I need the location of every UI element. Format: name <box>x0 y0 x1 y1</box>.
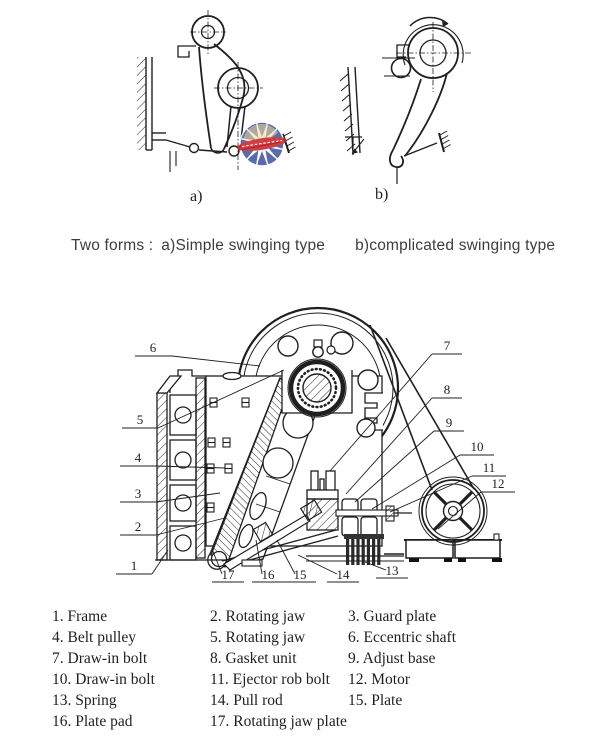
callout-6: 6 <box>149 340 157 355</box>
parts-list-row <box>52 690 456 711</box>
swing-arm-b <box>405 73 447 156</box>
callout-16: 16 <box>261 567 275 582</box>
parts-list-row <box>52 669 456 690</box>
parts-list-row <box>52 627 456 648</box>
watermark-logo <box>236 122 287 166</box>
callout-4: 4 <box>134 450 142 465</box>
figure-b <box>340 18 472 203</box>
parts-list-row <box>52 648 456 669</box>
wall-hatching <box>137 57 146 150</box>
motor-pulley <box>419 477 487 545</box>
caption-prefix: Two forms : <box>71 237 154 254</box>
callout-7: 7 <box>443 338 451 353</box>
part-entry: 6. Eccentric shaft <box>348 629 457 646</box>
guard-plate <box>196 378 205 558</box>
part-entry: 16. Plate pad <box>52 713 133 730</box>
spring <box>344 534 404 565</box>
part-entry: 3. Guard plate <box>348 608 437 625</box>
part-entry: 15. Plate <box>348 692 403 709</box>
part-entry: 11. Ejector rob bolt <box>210 671 330 688</box>
caption-form-a: a)Simple swinging type <box>161 237 326 254</box>
figure-b-label: b) <box>375 186 389 203</box>
callout-15: 15 <box>293 567 307 582</box>
caption <box>71 237 555 255</box>
parts-list-row <box>52 711 456 732</box>
callout-17: 17 <box>221 567 235 582</box>
part-entry: 2. Rotating jaw <box>210 608 306 625</box>
part-entry: 12. Motor <box>348 671 410 688</box>
part-entry <box>348 711 456 732</box>
eccentric-circle-b <box>396 18 472 92</box>
callout-2: 2 <box>134 519 142 534</box>
part-entry: 7. Draw-in bolt <box>52 650 148 667</box>
caption-form-b: b)complicated swinging type <box>355 237 556 254</box>
callout-1: 1 <box>130 558 138 573</box>
part-entry: 13. Spring <box>52 692 117 709</box>
part-entry: 5. Rotating jaw <box>210 629 306 646</box>
callout-14: 14 <box>336 567 350 582</box>
part-entry: 14. Pull rod <box>210 692 283 709</box>
parts-list <box>52 606 456 732</box>
ground-anchor-b <box>439 131 451 152</box>
part-entry: 4. Belt pulley <box>52 629 136 646</box>
part-entry: 10. Draw-in bolt <box>52 671 155 688</box>
draw-in-bolt <box>311 471 318 491</box>
swing-arm <box>214 44 245 149</box>
figure-a <box>137 10 296 205</box>
jaw-crusher-diagram <box>0 278 601 608</box>
draw-in-bolt-2 <box>326 471 335 491</box>
callout-12: 12 <box>491 476 505 491</box>
callout-9: 9 <box>445 415 453 430</box>
part-entry: 1. Frame <box>52 608 108 625</box>
callout-11: 11 <box>482 460 496 475</box>
wall-b <box>340 67 360 153</box>
part-entry: 17. Rotating jaw plate <box>210 713 347 730</box>
callout-3: 3 <box>134 486 142 501</box>
figure-a-label: a) <box>190 188 203 205</box>
callout-10: 10 <box>470 439 484 454</box>
callout-5: 5 <box>136 412 144 427</box>
swing-type-figures <box>0 0 601 230</box>
part-entry: 8. Gasket unit <box>210 650 297 667</box>
part-entry: 9. Adjust base <box>348 650 436 667</box>
callout-13: 13 <box>385 563 399 578</box>
callout-8: 8 <box>443 382 451 397</box>
pivot-circle-b <box>392 59 411 78</box>
parts-list-row <box>52 606 456 627</box>
